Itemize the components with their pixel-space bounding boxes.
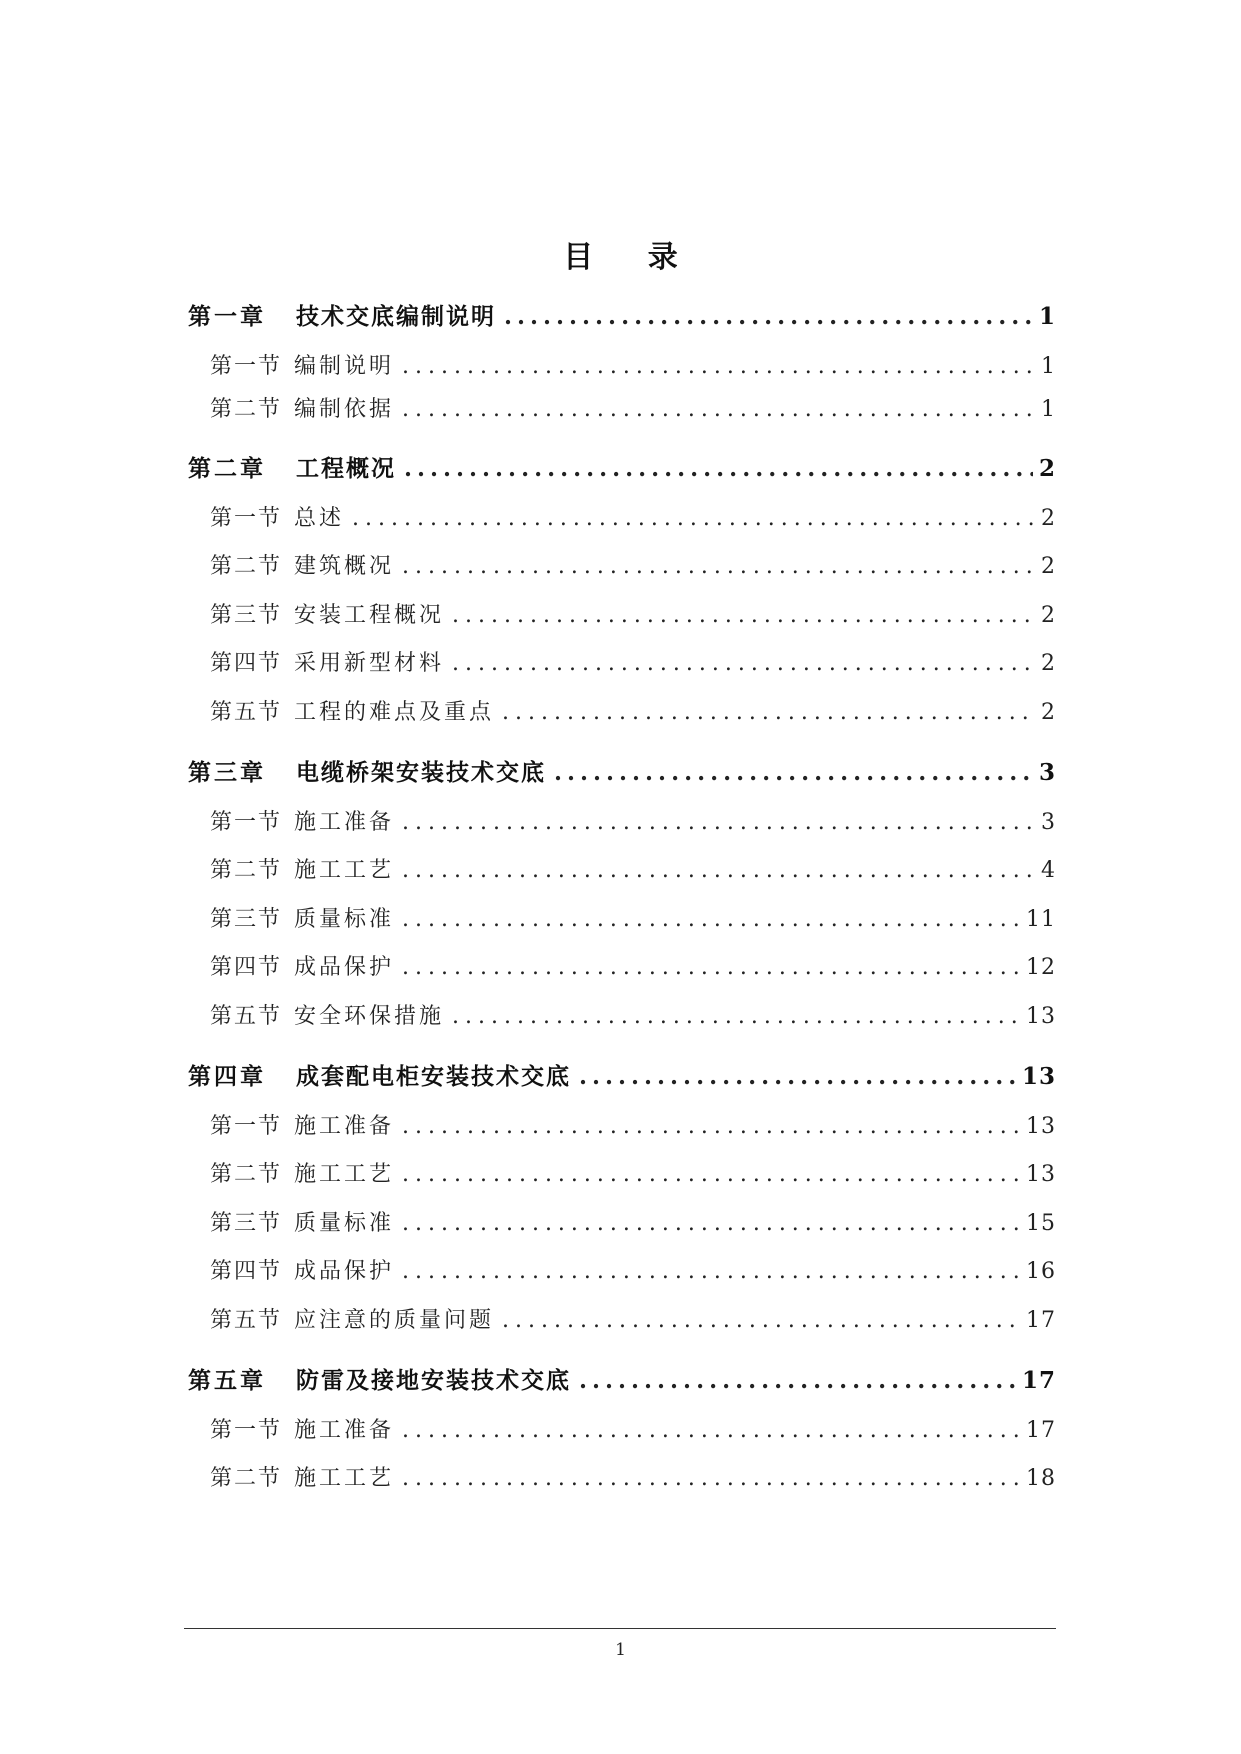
- toc-entry-title: 施工准备: [294, 1418, 395, 1443]
- toc-section-entry[interactable]: [188, 806, 1056, 840]
- toc-entry-page: 16: [1026, 1259, 1056, 1284]
- toc-entry-page: 3: [1038, 759, 1056, 786]
- toc-chapter-entry[interactable]: [188, 1364, 1056, 1398]
- toc-entry-title: 编制说明: [294, 354, 395, 379]
- toc-section-entry[interactable]: [188, 1414, 1056, 1448]
- toc-section-entry[interactable]: [188, 1304, 1056, 1338]
- toc-section-entry[interactable]: [188, 1110, 1056, 1144]
- toc-entry-title: 质量标准: [294, 1211, 395, 1236]
- toc-entry-page: 17: [1026, 1308, 1056, 1333]
- toc-chapter-entry[interactable]: [188, 300, 1056, 334]
- toc-entry-title: 编制依据: [294, 397, 395, 422]
- toc-chapter-entry[interactable]: [188, 452, 1056, 486]
- toc-section-entry[interactable]: [188, 502, 1056, 536]
- footer-divider: [184, 1628, 1056, 1629]
- toc-chapter-entry[interactable]: [188, 756, 1056, 790]
- toc-entry-number: 第三节: [210, 603, 283, 628]
- toc-dot-leader: [402, 350, 1035, 384]
- toc-dot-leader: [402, 393, 1035, 427]
- toc-dot-leader: [402, 1110, 1020, 1144]
- toc-entry-title: 质量标准: [294, 907, 395, 932]
- toc-section-entry[interactable]: [188, 1255, 1056, 1289]
- toc-entry-page: 2: [1041, 651, 1056, 676]
- toc-entry-number: 第三节: [210, 907, 283, 932]
- toc-entry-page: 2: [1041, 700, 1056, 725]
- toc-entry-number: 第二章: [188, 455, 266, 482]
- toc-entry-number: 第三节: [210, 1211, 283, 1236]
- toc-entry-number: 第五节: [210, 700, 283, 725]
- toc-entry-title: 工程概况: [296, 455, 396, 482]
- toc-entry-page: 12: [1026, 955, 1056, 980]
- toc-entry-title: 技术交底编制说明: [296, 303, 496, 330]
- toc-entry-number: 第五章: [188, 1367, 266, 1394]
- toc-entry-number: 第二节: [210, 1466, 283, 1491]
- toc-entry-number: 第一节: [210, 1114, 283, 1139]
- toc-entry-number: 第一节: [210, 810, 283, 835]
- toc-entry-title: 成套配电柜安装技术交底: [296, 1063, 571, 1090]
- toc-entry-page: 1: [1041, 354, 1056, 379]
- toc-entry-title: 建筑概况: [294, 554, 395, 579]
- toc-entry-title: 施工准备: [294, 1114, 395, 1139]
- toc-entry-page: 13: [1026, 1004, 1056, 1029]
- toc-entry-title: 施工工艺: [294, 1162, 395, 1187]
- toc-entry-page: 3: [1041, 810, 1056, 835]
- toc-section-entry[interactable]: [188, 350, 1056, 384]
- toc-entry-title: 施工工艺: [294, 858, 395, 883]
- toc-section-entry[interactable]: [188, 1462, 1056, 1496]
- toc-entry-number: 第一章: [188, 303, 266, 330]
- toc-dot-leader: [502, 696, 1035, 730]
- toc-entry-page: 2: [1041, 506, 1056, 531]
- toc-dot-leader: [402, 903, 1020, 937]
- toc-entry-number: 第三章: [188, 759, 266, 786]
- toc-title: 目 录: [563, 240, 700, 275]
- toc-section-entry[interactable]: [188, 1000, 1056, 1034]
- toc-dot-leader: [452, 647, 1035, 681]
- toc-dot-leader: [402, 951, 1020, 985]
- toc-entry-number: 第四章: [188, 1063, 266, 1090]
- toc-dot-leader: [402, 854, 1035, 888]
- toc-entry-title: 成品保护: [294, 1259, 395, 1284]
- toc-entry-page: 1: [1038, 303, 1056, 330]
- toc-dot-leader: [402, 1158, 1020, 1192]
- toc-entry-title: 采用新型材料: [294, 651, 445, 676]
- toc-entry-title: 安装工程概况: [294, 603, 445, 628]
- toc-entry-number: 第一节: [210, 354, 283, 379]
- toc-entry-number: 第二节: [210, 397, 283, 422]
- toc-dot-leader: [502, 1304, 1020, 1338]
- toc-dot-leader: [402, 1207, 1020, 1241]
- toc-entry-page: 13: [1026, 1114, 1056, 1139]
- toc-dot-leader: [352, 502, 1035, 536]
- toc-entry-page: 11: [1026, 907, 1056, 932]
- toc-entry-title: 安全环保措施: [294, 1004, 445, 1029]
- toc-entry-page: 17: [1021, 1367, 1056, 1394]
- toc-entry-page: 13: [1026, 1162, 1056, 1187]
- toc-dot-leader: [402, 806, 1035, 840]
- toc-entry-page: 2: [1041, 603, 1056, 628]
- toc-entry-page: 13: [1021, 1063, 1056, 1090]
- toc-entry-number: 第一节: [210, 1418, 283, 1443]
- toc-entry-title: 总述: [294, 506, 345, 531]
- toc-dot-leader: [579, 1364, 1016, 1398]
- toc-dot-leader: [452, 599, 1035, 633]
- toc-section-entry[interactable]: [188, 951, 1056, 985]
- toc-dot-leader: [579, 1060, 1016, 1094]
- footer-page-number: 1: [615, 1640, 626, 1660]
- toc-section-entry[interactable]: [188, 696, 1056, 730]
- toc-section-entry[interactable]: [188, 647, 1056, 681]
- toc-dot-leader: [402, 1414, 1020, 1448]
- toc-dot-leader: [402, 1462, 1020, 1496]
- toc-dot-leader: [402, 550, 1035, 584]
- toc-entry-title: 成品保护: [294, 955, 395, 980]
- toc-entry-title: 施工准备: [294, 810, 395, 835]
- toc-entry-page: 15: [1026, 1211, 1056, 1236]
- toc-dot-leader: [554, 756, 1033, 790]
- toc-entry-page: 1: [1041, 397, 1056, 422]
- toc-entry-number: 第一节: [210, 506, 283, 531]
- toc-section-entry[interactable]: [188, 903, 1056, 937]
- toc-entry-page: 18: [1026, 1466, 1056, 1491]
- toc-dot-leader: [504, 300, 1033, 334]
- toc-entry-page: 4: [1041, 858, 1056, 883]
- toc-entry-page: 2: [1038, 455, 1056, 482]
- toc-section-entry[interactable]: [188, 1207, 1056, 1241]
- toc-section-entry[interactable]: [188, 550, 1056, 584]
- toc-section-entry[interactable]: [188, 1158, 1056, 1192]
- toc-entry-page: 17: [1026, 1418, 1056, 1443]
- toc-section-entry[interactable]: [188, 393, 1056, 427]
- toc-entry-title: 防雷及接地安装技术交底: [296, 1367, 571, 1394]
- toc-section-entry[interactable]: [188, 854, 1056, 888]
- toc-entry-number: 第五节: [210, 1308, 283, 1333]
- toc-entry-title: 电缆桥架安装技术交底: [296, 759, 546, 786]
- toc-dot-leader: [452, 1000, 1020, 1034]
- toc-chapter-entry[interactable]: [188, 1060, 1056, 1094]
- toc-section-entry[interactable]: [188, 599, 1056, 633]
- toc-dot-leader: [402, 1255, 1020, 1289]
- toc-entry-number: 第二节: [210, 554, 283, 579]
- toc-entry-title: 应注意的质量问题: [294, 1308, 495, 1333]
- toc-entry-number: 第四节: [210, 955, 283, 980]
- toc-entry-title: 施工工艺: [294, 1466, 395, 1491]
- toc-entry-title: 工程的难点及重点: [294, 700, 495, 725]
- toc-entry-number: 第四节: [210, 1259, 283, 1284]
- toc-entry-number: 第二节: [210, 1162, 283, 1187]
- toc-entry-number: 第五节: [210, 1004, 283, 1029]
- toc-entry-number: 第四节: [210, 651, 283, 676]
- toc-dot-leader: [404, 452, 1033, 486]
- toc-entry-page: 2: [1041, 554, 1056, 579]
- toc-entry-number: 第二节: [210, 858, 283, 883]
